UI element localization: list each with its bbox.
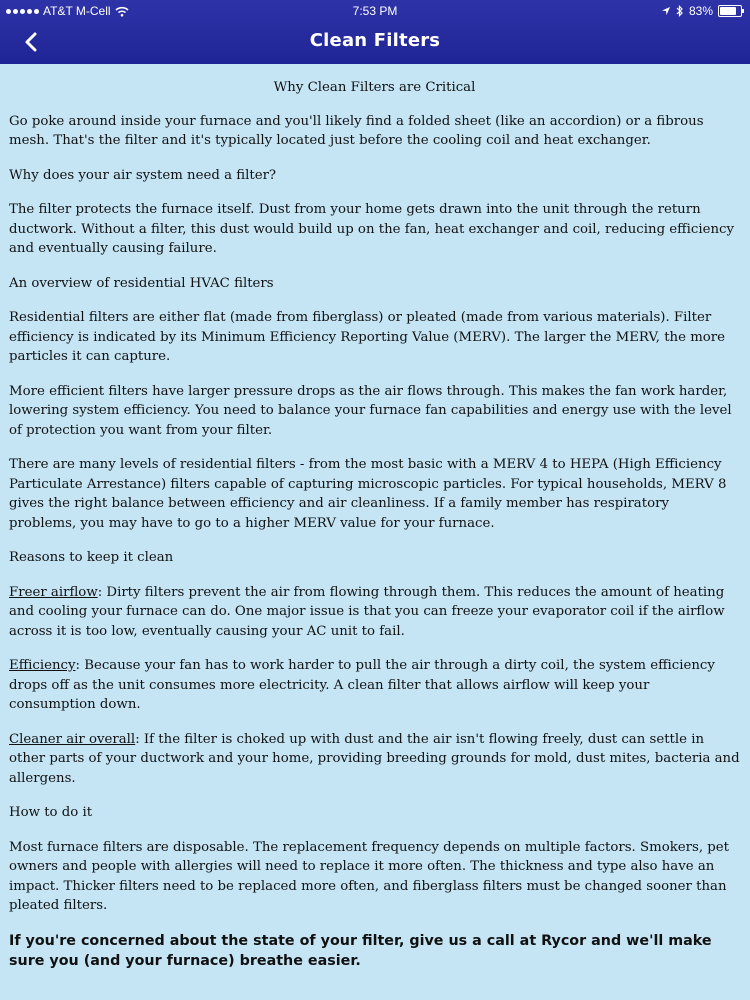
cleaner-air-text: : If the filter is choked up with dust and the air isn't flowing freely, dust can settle in other parts of your ductwork and your home, providing breeding grounds for mold, dust mites, bacteria and allergens.	[9, 731, 740, 786]
paragraph-merv-levels: There are many levels of residential filters - from the most basic with a MERV 4 to HEPA (High Efficiency Particulate Arrestance) filters capable of capturing microscopic particles. For typical households, MERV 8 gives the right balance between efficiency and air cleanliness. If a family member has respiratory problems, you may have to go to a higher MERV value for your furnace.	[9, 457, 727, 531]
article-scroll-area[interactable]	[0, 64, 750, 1000]
article-body	[0, 64, 750, 971]
paragraph-efficiency	[9, 656, 740, 715]
navigation-bar	[0, 22, 750, 62]
page-title: Clean Filters	[309, 30, 441, 51]
paragraph-pressure-drops: More efficient filters have larger pressure drops as the air flows through. This makes the fan work harder, lowering system efficiency. You need to balance your furnace fan capabilities and energy use with the level of protection you want from your filter.	[9, 383, 732, 438]
app-header	[0, 0, 750, 64]
call-to-action: If you're concerned about the state of your filter, give us a call at Rycor and we'll make sure you (and your furnace) breathe easier.	[9, 932, 712, 969]
section-heading-overview: An overview of residential HVAC filters	[9, 275, 274, 291]
paragraph-cleaner-air	[9, 730, 740, 789]
section-heading-reasons: Reasons to keep it clean	[9, 550, 174, 565]
carrier-name: AT&T M-Cell	[43, 4, 111, 18]
status-time: 7:53 PM	[352, 4, 398, 18]
paragraph-filter-protects: The filter protects the furnace itself. Dust from your home gets drawn into the unit through the return ductwork. Without a filter, this dust would build up on the fan, heat exchanger and coil, reducing efficiency and eventually causing failure.	[9, 202, 734, 256]
cleaner-air-label: Cleaner air overall	[9, 731, 136, 747]
article-heading: Why Clean Filters are Critical	[273, 80, 476, 95]
efficiency-text: : Because your fan has to work harder to pull the air through a dirty coil, the system efficiency drops off as the unit consumes more electricity. A clean filter that allows airflow will keep your consumption down.	[9, 658, 715, 712]
freer-airflow-label: Freer airflow	[9, 584, 98, 600]
freer-airflow-text: : Dirty filters prevent the air from flowing through them. This reduces the amount of heating and cooling your furnace can do. One major issue is that you can freeze your evaporator coil if the airflow across it is too low, eventually causing your AC unit to fail.	[9, 584, 725, 639]
section-heading-why-filter: Why does your air system need a filter?	[9, 167, 277, 183]
status-bar	[0, 4, 750, 20]
bluetooth-icon	[676, 5, 684, 17]
paragraph-filter-types: Residential filters are either flat (made from fiberglass) or pleated (made from various materials). Filter efficiency is indicated by its Minimum Efficiency Reporting Value (MERV). The larger the MERV, the more particles it can capture.	[9, 310, 726, 364]
efficiency-label: Efficiency	[9, 658, 76, 673]
battery-percent: 83%	[688, 4, 713, 18]
battery-icon	[718, 5, 742, 17]
section-heading-how-to: How to do it	[9, 805, 93, 820]
paragraph-freer-airflow	[9, 583, 740, 642]
location-arrow-icon	[661, 6, 671, 16]
paragraph-intro: Go poke around inside your furnace and you'll likely find a folded sheet (like an accordion) or a fibrous mesh. That's the filter and it's typically located just before the cooling coil and heat exchanger.	[9, 113, 704, 148]
paragraph-replacement: Most furnace filters are disposable. The replacement frequency depends on multiple factors. Smokers, pet owners and people with allergies will need to replace it more often. The thickness and type also have an impact. Thicker filters need to be replaced more often, and fiberglass filters must be changed sooner than pleated filters.	[9, 839, 730, 913]
